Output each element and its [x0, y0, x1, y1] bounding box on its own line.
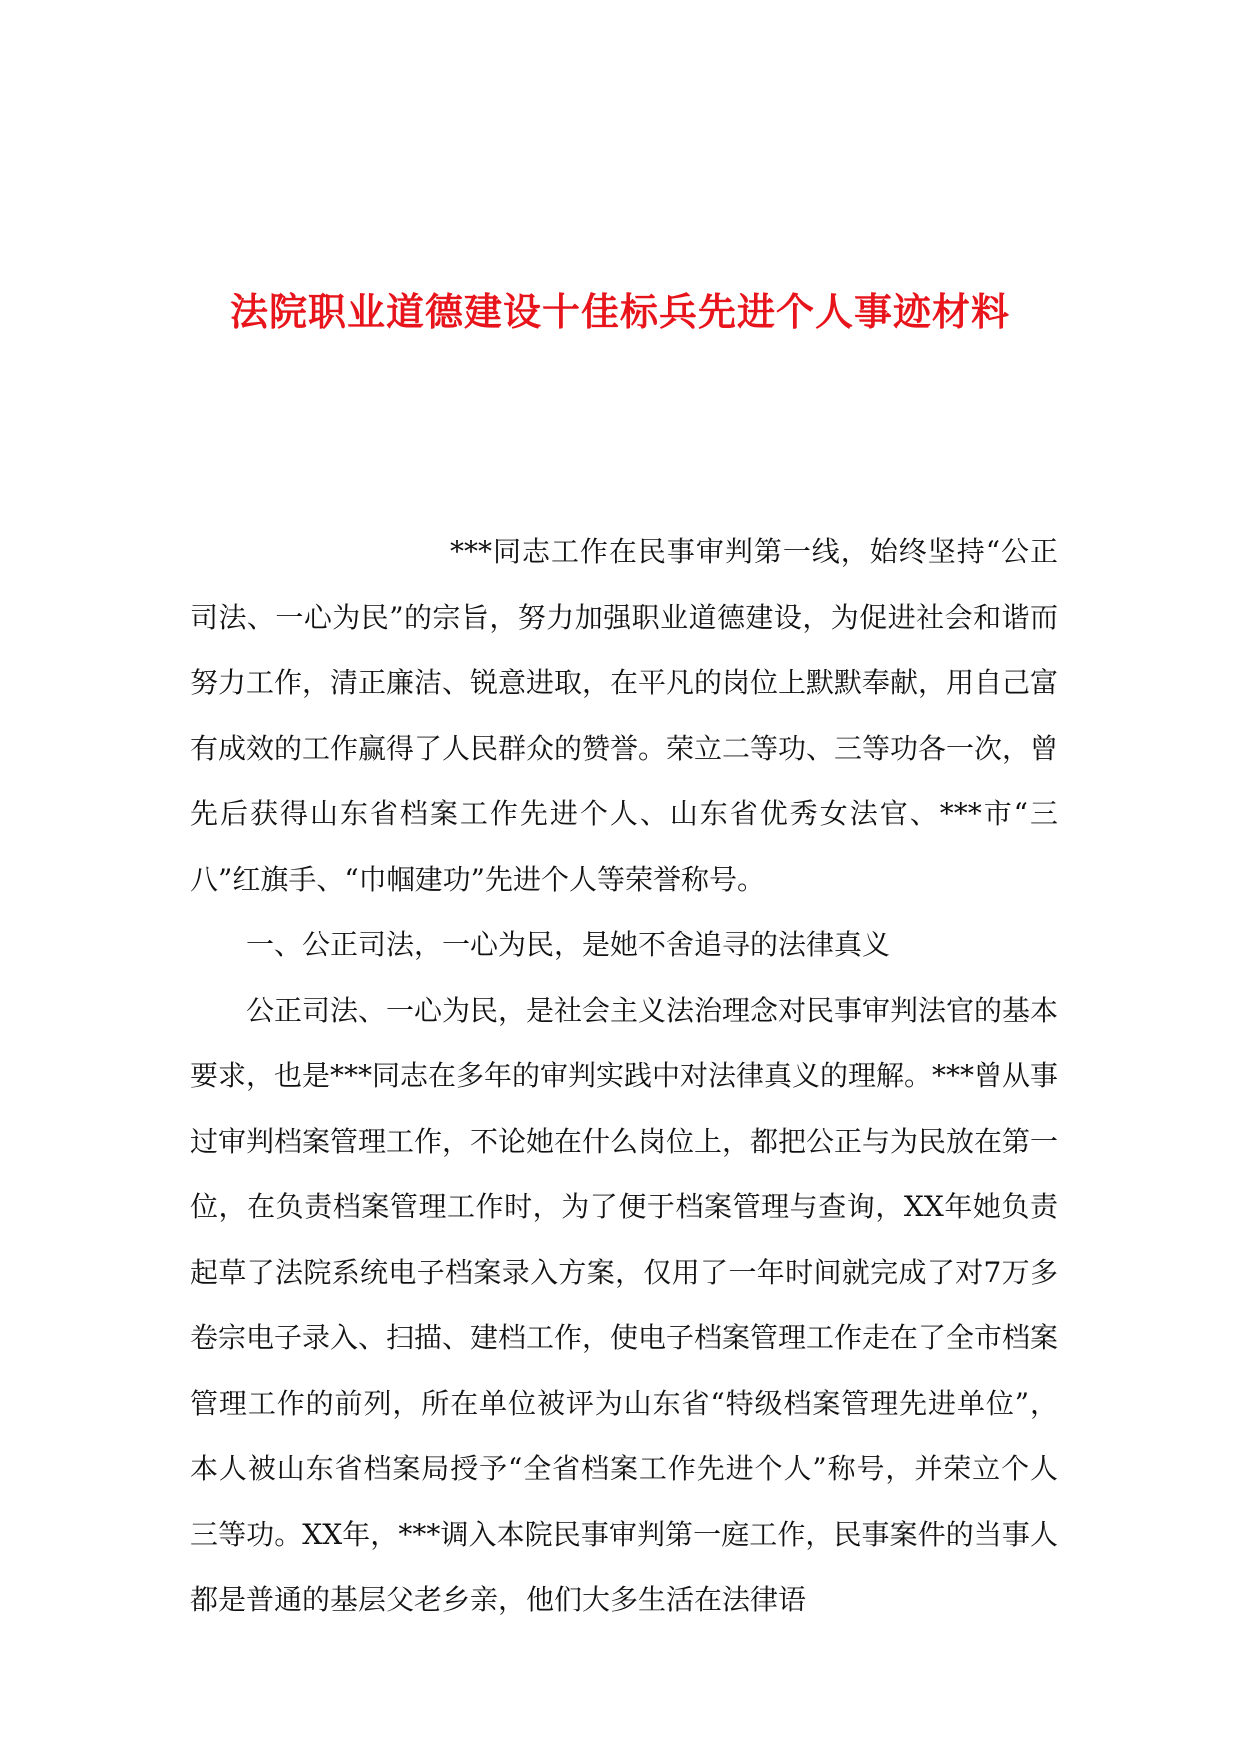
paragraph-intro: ***同志工作在民事审判第一线，始终坚持“公正司法、一心为民”的宗旨，努力加强职业道德建设，为促进社会和谐而努力工作，清正廉洁、锐意进取，在平凡的岗位上默默奉献，用自己富有成效的工作赢得了人民群众的赞誉。荣立二等功、三等功各一次，曾先后获得山东省档案工作先进个人、山东省优秀女法官、***市“三八”红旗手、“巾帼建功”先进个人等荣誉称号。	[190, 535, 1059, 896]
document-title: 法院职业道德建设十佳标兵先进个人事迹材料	[229, 289, 1010, 334]
section-heading-1: 一、公正司法，一心为民，是她不舍追寻的法律真义	[246, 928, 891, 961]
paragraph-section-1: 公正司法、一心为民，是社会主义法治理念对民事审判法官的基本要求，也是***同志在多年的审判实践中对法律真义的理解。***曾从事过审判档案管理工作，不论她在什么岗位上，都把公正与为民放在第一位，在负责档案管理工作时，为了便于档案管理与查询，XX年她负责起草了法院系统电子档案录入方案，仅用了一年时间就完成了对7万多卷宗电子录入、扫描、建档工作，使电子档案管理工作走在了全市档案管理工作的前列，所在单位被评为山东省“特级档案管理先进单位”，本人被山东省档案局授予“全省档案工作先进个人”称号，并荣立个人三等功。XX年，***调入本院民事审判第一庭工作，民事案件的当事人都是普通的基层父老乡亲，他们大多生活在法律语	[190, 993, 1059, 1616]
document-body	[190, 519, 1058, 1633]
